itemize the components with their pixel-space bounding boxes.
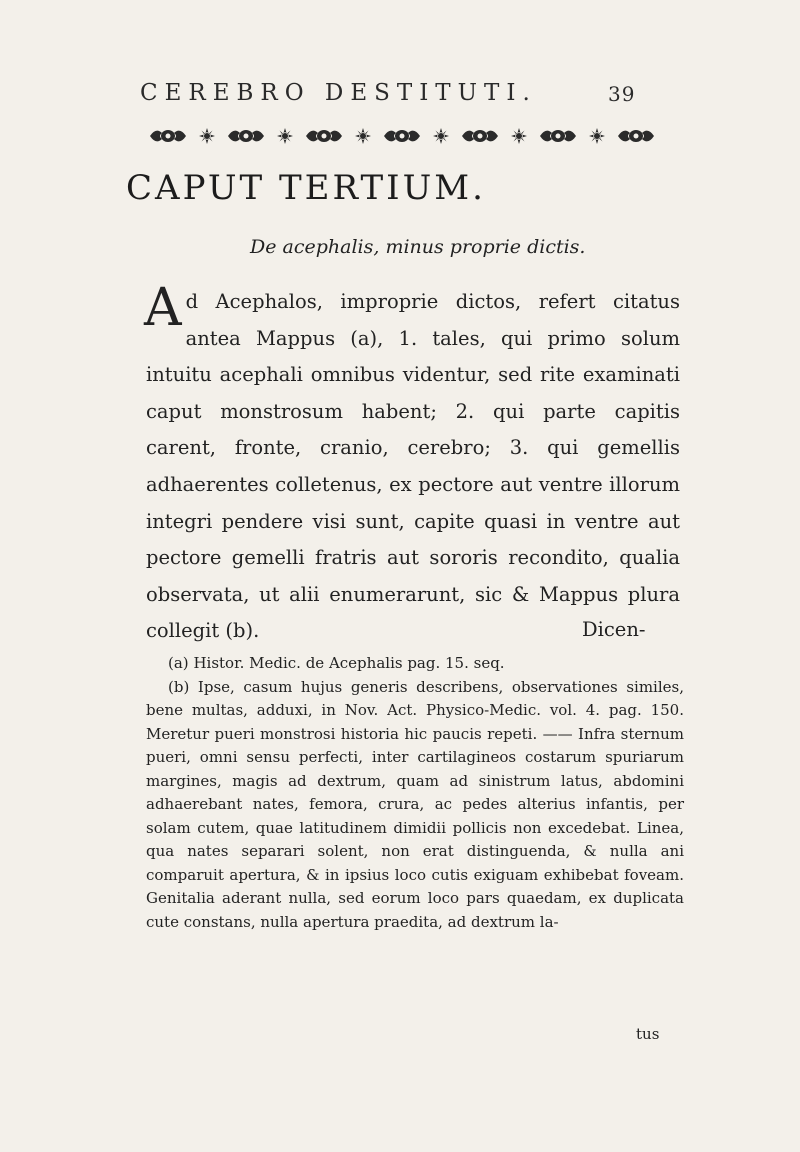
footnotes (146, 652, 684, 934)
page-number: 39 (608, 82, 636, 106)
fleuron-icon (614, 125, 658, 151)
footnote-marker: (a) (168, 654, 189, 672)
ornament-band (146, 124, 658, 152)
footnote-marker: (b) (168, 677, 190, 696)
body-paragraph (144, 278, 680, 650)
running-title: CEREBRO DESTITUTI. (140, 80, 537, 106)
footnote-a (146, 652, 684, 676)
star-icon (277, 128, 293, 148)
fleuron-icon (458, 125, 502, 151)
footnote-text: Ipse, casum hujus generis describens, observationes similes, bene multas, adduxi, in Nov. Act. Physico-Medic. vol. 4. pag. 150. Meretur pueri monstrosi historia hic paucis repeti. —— Infra sternum pueri, omni sensu perfecti, inter cartilagineos costarum spuriarum margines, magis ad dextrum, quam ad sinistrum latus, abdomini adhaerebant nates, femora, crura, ac pedes alterius infantis, per solam cutem, quae latitudinem dimidii pollicis non excedebat. Linea, qua nates separari solent, non erat distinguenda, & nulla ani comparuit apertura, & in ipsius loco cutis exiguam exhibebat foveam. Genitalia aderant nulla, sed eorum loco pars quaedam, ex duplicata cute constans, nulla apertura praedita, ad dextrum la- (146, 677, 684, 931)
star-icon (433, 128, 449, 148)
fleuron-icon (224, 125, 268, 151)
drop-cap: A (144, 278, 182, 338)
footnote-catchword: tus (636, 1025, 660, 1043)
chapter-title: CAPUT TERTIUM. (126, 168, 486, 208)
fleuron-icon (302, 125, 346, 151)
star-icon (511, 128, 527, 148)
catchword: Dicen- (582, 618, 646, 641)
star-icon (355, 128, 371, 148)
fleuron-icon (536, 125, 580, 151)
fleuron-icon (146, 125, 190, 151)
star-icon (199, 128, 215, 148)
star-icon (589, 128, 605, 148)
footnote-text: Histor. Medic. de Acephalis pag. 15. seq. (193, 654, 505, 672)
chapter-subtitle: De acephalis, minus proprie dictis. (250, 236, 586, 258)
fleuron-icon (380, 125, 424, 151)
footnote-b (146, 676, 684, 935)
body-text: d Acephalos, improprie dictos, refert citatus antea Mappus (a), 1. tales, qui primo solum intuitu acephali omnibus videntur, sed rite examinati caput monstrosum habent; 2. qui parte capitis carent, fronte, cranio, cerebro; 3. qui gemellis adhaerentes colletenus, ex pectore aut ventre illorum integri pendere visi sunt, capite quasi in ventre aut pectore gemelli fratris aut sororis recondito, qualia observata, ut alii enumerarunt, sic & Mappus plura collegit (b). (146, 290, 680, 643)
